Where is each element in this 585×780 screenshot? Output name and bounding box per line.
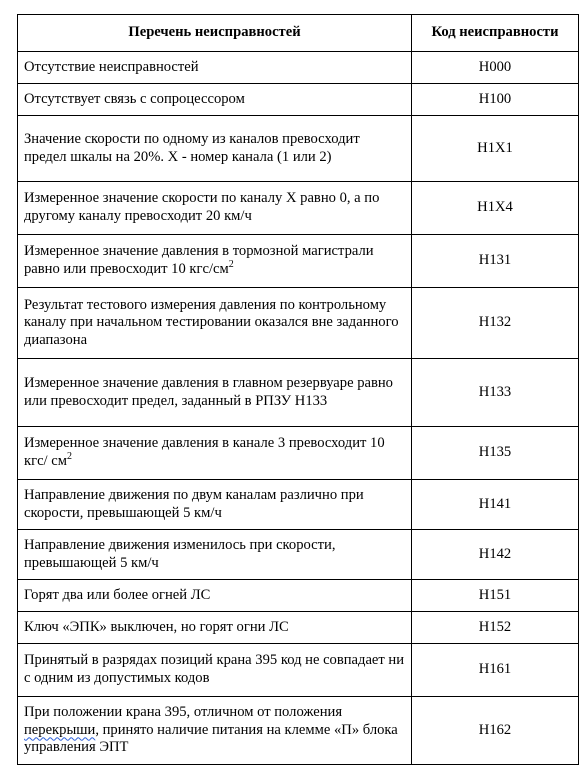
- superscript-exponent: 2: [66, 451, 72, 463]
- fault-code: H142: [412, 530, 579, 580]
- header-description: Перечень неисправностей: [18, 15, 412, 52]
- fault-code: H1X4: [412, 182, 579, 235]
- fault-code: H000: [412, 52, 579, 84]
- fault-description: Горят два или более огней ЛС: [18, 580, 412, 612]
- table-row: [18, 480, 579, 530]
- fault-code: H161: [412, 644, 579, 697]
- table-row: [18, 644, 579, 697]
- table-row: [18, 84, 579, 116]
- fault-description-text: , принято наличие питания на клемме «П» блока управления ЭПТ: [24, 721, 398, 756]
- fault-description: Принятый в разрядах позиций крана 395 код не совпадает ни с одним из допустимых кодов: [18, 644, 412, 697]
- header-code: Код неисправности: [412, 15, 579, 52]
- fault-description: Значение скорости по одному из каналов превосходит предел шкалы на 20%. X - номер канала (1 или 2): [18, 116, 412, 182]
- table-row: [18, 235, 579, 288]
- table-row: [18, 697, 579, 765]
- table-row: [18, 359, 579, 427]
- fault-description: [18, 235, 412, 288]
- fault-description-text: Измеренное значение давления в канале 3 превосходит 10 кгс/ см: [24, 435, 385, 469]
- fault-code: H151: [412, 580, 579, 612]
- fault-description: Измеренное значение давления в главном резервуаре равно или превосходит предел, заданный в РПЗУ H133: [18, 359, 412, 427]
- fault-code: H135: [412, 427, 579, 480]
- fault-description: Отсутствие неисправностей: [18, 52, 412, 84]
- fault-description-text: При положении крана 395, отличном от положения: [24, 704, 343, 721]
- fault-description: Ключ «ЭПК» выключен, но горят огни ЛС: [18, 612, 412, 644]
- table-row: [18, 580, 579, 612]
- superscript-exponent: 2: [228, 259, 234, 271]
- fault-description: Направление движения изменилось при скорости, превышающей 5 км/ч: [18, 530, 412, 580]
- fault-code: H1X1: [412, 116, 579, 182]
- fault-description: Отсутствует связь с сопроцессором: [18, 84, 412, 116]
- fault-description: Результат тестового измерения давления по контрольному каналу при начальном тестировании оказался вне заданного диапазона: [18, 288, 412, 359]
- fault-code: H131: [412, 235, 579, 288]
- fault-description: [18, 427, 412, 480]
- fault-code: H152: [412, 612, 579, 644]
- table-row: [18, 427, 579, 480]
- table-row: [18, 182, 579, 235]
- spellcheck-underlined-word: перекрыши: [24, 721, 96, 738]
- table-row: [18, 116, 579, 182]
- table-row: [18, 612, 579, 644]
- table-row: [18, 288, 579, 359]
- fault-code: H162: [412, 697, 579, 765]
- document: [17, 14, 579, 765]
- table-row: [18, 530, 579, 580]
- fault-codes-table: [17, 14, 579, 765]
- fault-code: H132: [412, 288, 579, 359]
- fault-description: Направление движения по двум каналам различно при скорости, превышающей 5 км/ч: [18, 480, 412, 530]
- fault-code: H133: [412, 359, 579, 427]
- fault-description: [18, 697, 412, 765]
- fault-code: H100: [412, 84, 579, 116]
- table-row: [18, 52, 579, 84]
- fault-description: Измеренное значение скорости по каналу X равно 0, а по другому каналу превосходит 20 км/ч: [18, 182, 412, 235]
- fault-code: H141: [412, 480, 579, 530]
- table-header-row: [18, 15, 579, 52]
- fault-description-text: Измеренное значение давления в тормозной магистрали равно или превосходит 10 кгс/см: [24, 243, 374, 277]
